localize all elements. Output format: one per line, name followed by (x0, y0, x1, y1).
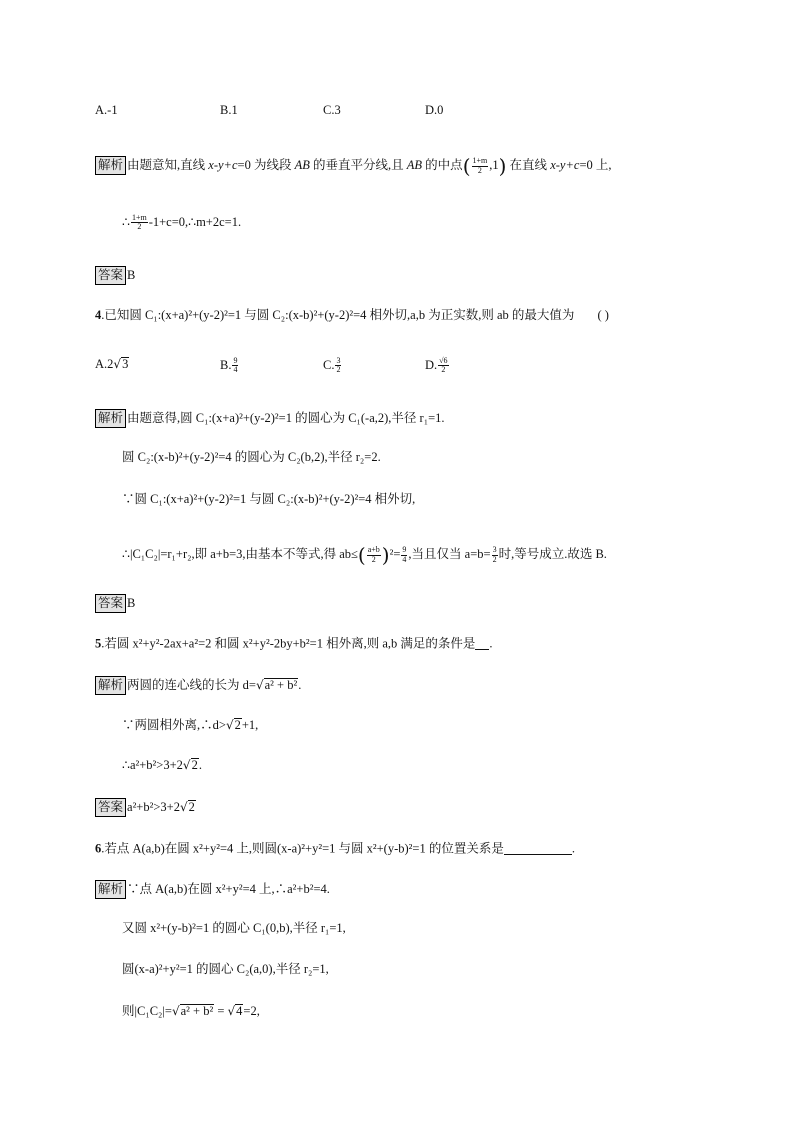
denominator: 2 (137, 222, 142, 232)
q4-option-b (220, 357, 239, 375)
fraction (232, 357, 238, 375)
q5-analysis-line2 (122, 718, 258, 732)
radical: √ (171, 1004, 180, 1018)
radicand: 2 (234, 718, 241, 732)
text: 两圆的连心线的长为 d= (127, 678, 256, 692)
answer-label: 答案 (95, 266, 126, 285)
answer-value: B (127, 596, 136, 610)
denominator: 2 (371, 554, 376, 564)
text: 的垂直平分线,且 (309, 158, 407, 172)
q6-analysis-line2 (122, 922, 346, 935)
q5-analysis-line3 (122, 758, 202, 772)
text: ∴|C₁C₂|=r₁+r₂,即 a+b=3,由基本不等式,得 ab≤ (122, 546, 358, 561)
q3-analysis-line1 (95, 154, 612, 179)
answer-label: 答案 (95, 594, 126, 613)
text: 又圆 x²+(y-b)²=1 的圆心 C₁(0,b),半径 r₁=1, (122, 921, 346, 935)
math: x-y+c (208, 158, 238, 172)
fraction (335, 357, 341, 375)
numerator: 3 (336, 356, 341, 365)
denominator: 2 (336, 365, 341, 375)
fraction (367, 546, 381, 564)
q4-stem (95, 309, 609, 322)
q4-analysis-line4 (122, 545, 607, 565)
numerator: 3 (492, 545, 497, 555)
q3-answer (95, 266, 135, 285)
analysis-label: 解析 (95, 676, 126, 695)
q4-answer (95, 594, 135, 613)
q4-option-c (323, 357, 342, 375)
q6-analysis-line3 (122, 963, 329, 976)
paren: ) (498, 154, 507, 179)
radicand: 4 (236, 1004, 243, 1018)
text: ∵圆 C₁:(x+a)²+(y-2)²=1 与圆 C₂:(x-b)²+(y-2)²=4 相外切, (122, 492, 416, 506)
radical: √ (182, 758, 191, 772)
denominator: 2 (441, 365, 446, 375)
text: B. (220, 357, 232, 372)
radical: √ (113, 357, 122, 371)
radicand: 3 (122, 357, 129, 371)
q6-analysis-line4 (122, 1004, 260, 1018)
radicand: a² + b² (264, 678, 298, 692)
numerator: a+b (367, 545, 380, 555)
text: . (298, 678, 302, 692)
paren: ( (357, 543, 366, 567)
q3-option-c: C.3 (323, 103, 341, 117)
q3-option-d: D.0 (425, 103, 444, 117)
radical: √ (255, 678, 264, 692)
text: ∵点 A(a,b)在圆 x²+y²=4 上,∴a²+b²=4. (127, 882, 330, 896)
text: . (489, 636, 493, 651)
text: D. (425, 357, 438, 372)
analysis-label: 解析 (95, 880, 126, 899)
q3-analysis-line2 (122, 214, 241, 232)
denominator: 4 (233, 365, 238, 375)
text: 则|C₁C₂|= (122, 1004, 172, 1018)
text: =0 为线段 (237, 158, 295, 172)
answer-value: a²+b²>3+2 (127, 800, 180, 814)
q5-stem (95, 637, 493, 650)
q4-analysis-line2 (122, 451, 381, 464)
fraction (401, 546, 407, 564)
text: 的中点 (422, 158, 463, 172)
q4-option-d (425, 357, 450, 375)
text: =2, (243, 1004, 260, 1018)
q6-analysis-line1 (95, 880, 330, 899)
question-number: 5 (95, 636, 102, 651)
text: A.2 (95, 357, 114, 371)
radicand: a² + b² (180, 1004, 214, 1018)
numerator: √6 (439, 356, 448, 365)
q4-option-a (95, 357, 129, 371)
text: ∴ (122, 214, 130, 229)
answer-paren: ( ) (597, 308, 609, 322)
numerator: 9 (402, 545, 407, 555)
math: x-y+c (550, 158, 580, 172)
text: 圆(x-a)²+y²=1 的圆心 C₂(a,0),半径 r₂=1, (122, 962, 329, 976)
analysis-label: 解析 (95, 156, 126, 175)
q3-option-a: A.-1 (95, 103, 118, 117)
text: 在直线 (506, 158, 551, 172)
text: ∴a²+b²>3+2 (122, 758, 183, 772)
text: . (198, 758, 202, 772)
text: 时,等号成立.故选 B. (498, 546, 607, 561)
text: . (571, 841, 575, 856)
analysis-label: 解析 (95, 409, 126, 428)
denominator: 2 (477, 165, 482, 175)
paren: ( (462, 154, 471, 179)
question-number: 6 (95, 841, 102, 856)
q5-answer (95, 798, 196, 817)
fraction (472, 157, 489, 175)
q4-analysis-line3 (122, 493, 415, 506)
answer-label: 答案 (95, 798, 126, 817)
text: ,当且仅当 a=b= (408, 546, 491, 561)
text: ∵两圆相外离,∴d> (122, 718, 226, 732)
paren: ) (381, 543, 390, 567)
radicand: 2 (191, 758, 198, 772)
text: ²= (389, 546, 401, 561)
radical: √ (225, 718, 234, 732)
numerator: 1+m (131, 213, 147, 222)
answer-blank[interactable] (475, 637, 489, 650)
q5-analysis-line1 (95, 676, 301, 695)
numerator: 9 (233, 356, 238, 365)
radical: √ (227, 1004, 236, 1018)
fraction (131, 214, 148, 232)
radical: √ (179, 800, 188, 814)
fraction (438, 357, 448, 375)
denominator: 4 (402, 554, 407, 564)
math: AB (294, 158, 310, 172)
denominator: 2 (492, 554, 497, 564)
q6-stem (95, 842, 575, 855)
question-number: 4 (95, 308, 102, 322)
math: AB (406, 158, 423, 172)
text: 由题意知,直线 (127, 158, 209, 172)
question-text: .若点 A(a,b)在圆 x²+y²=4 上,则圆(x-a)²+y²=1 与圆 x²+(y-b)²=1 的位置关系是 (101, 841, 504, 856)
text: ,1 (489, 158, 499, 172)
text: +1, (241, 718, 259, 732)
text: =0 上, (579, 158, 612, 172)
text: C. (323, 357, 335, 372)
text: 圆 C₂:(x-b)²+(y-2)²=4 的圆心为 C₂(b,2),半径 r₂=2. (122, 450, 381, 464)
radicand: 2 (188, 800, 195, 814)
text: = (214, 1004, 228, 1018)
text: -1+c=0,∴m+2c=1. (148, 214, 242, 229)
question-text: .已知圆 C₁:(x+a)²+(y-2)²=1 与圆 C₂:(x-b)²+(y-2)²=4 相外切,a,b 为正实数,则 ab 的最大值为 (101, 308, 575, 322)
text: 由题意得,圆 C₁:(x+a)²+(y-2)²=1 的圆心为 C₁(-a,2),半径 r₁=1. (127, 411, 445, 425)
q4-analysis-line1 (95, 409, 445, 428)
q3-option-b: B.1 (220, 103, 238, 117)
fraction (492, 546, 498, 564)
question-text: .若圆 x²+y²-2ax+a²=2 和圆 x²+y²-2by+b²=1 相外离,则 a,b 满足的条件是 (101, 636, 476, 651)
numerator: 1+m (472, 156, 488, 166)
answer-blank[interactable] (504, 842, 572, 855)
answer-value: B (127, 268, 136, 282)
